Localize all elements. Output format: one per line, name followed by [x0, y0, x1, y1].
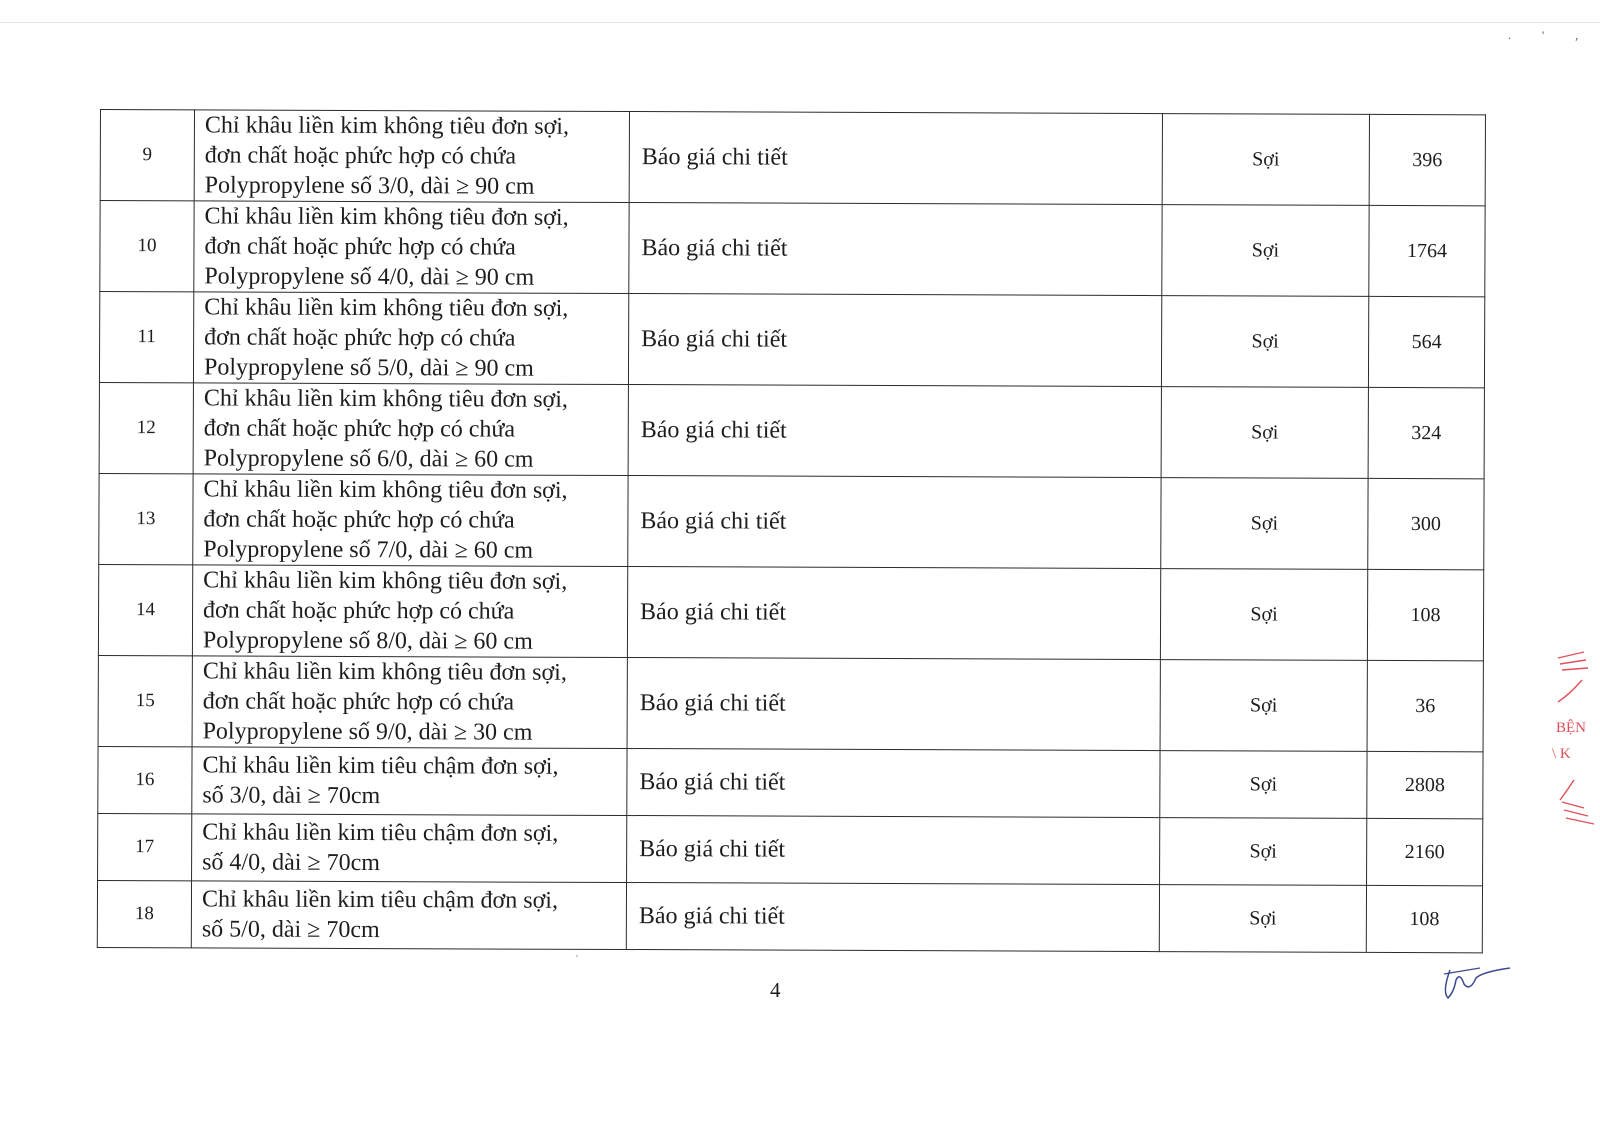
stamp-text: \ K	[1552, 746, 1571, 762]
quantity-cell: 108	[1366, 885, 1482, 952]
item-name-line: Chỉ khâu liền kim không tiêu đơn sợi,	[204, 203, 569, 231]
unit-cell: Sợi	[1160, 751, 1367, 819]
unit-cell: Sợi	[1161, 296, 1368, 388]
quantity-cell: 2808	[1367, 751, 1483, 818]
item-name-line: đơn chất hoặc phức hợp có chứa	[204, 233, 516, 261]
unit-cell: Sợi	[1160, 569, 1367, 661]
item-name-line: Chỉ khâu liền kim không tiêu đơn sợi,	[202, 658, 567, 686]
item-name	[193, 292, 628, 385]
item-name-line: Chỉ khâu liền kim không tiêu đơn sợi,	[203, 476, 568, 504]
row-number: 14	[98, 564, 192, 655]
scan-speck	[576, 955, 578, 957]
item-name-line: Chỉ khâu liền kim không tiêu đơn sợi,	[204, 294, 569, 322]
item-name-line: Chỉ khâu liền kim không tiêu đơn sợi,	[204, 112, 570, 140]
item-name-line: đơn chất hoặc phức hợp có chứa	[203, 506, 515, 534]
item-name-line: Polypropylene số 7/0, dài ≥ 60 cm	[203, 536, 534, 564]
item-name	[192, 656, 627, 749]
item-name-line: Chỉ khâu liền kim tiêu chậm đơn sợi,	[201, 886, 559, 914]
quantity-cell: 36	[1367, 660, 1483, 751]
quantity-cell: 108	[1367, 569, 1483, 660]
item-name-line: Polypropylene số 8/0, dài ≥ 60 cm	[202, 627, 533, 655]
row-number: 18	[97, 880, 191, 947]
item-name-line: đơn chất hoặc phức hợp có chứa	[204, 142, 517, 170]
item-name	[191, 881, 626, 950]
item-name	[194, 110, 629, 203]
item-name-line: đơn chất hoặc phức hợp có chứa	[204, 324, 516, 352]
quote-cell: Báo giá chi tiết	[627, 749, 1160, 818]
scan-marks: . ' ,	[1508, 28, 1593, 42]
item-name	[192, 814, 627, 883]
page-number: 4	[770, 978, 781, 1002]
quantity-cell: 564	[1368, 296, 1484, 387]
quote-cell: Báo giá chi tiết	[629, 112, 1162, 205]
item-name-line: số 4/0, dài ≥ 70cm	[202, 849, 380, 877]
item-name-line: Chỉ khâu liền kim không tiêu đơn sợi,	[203, 567, 568, 595]
row-number: 17	[98, 813, 192, 880]
row-number: 11	[99, 292, 193, 383]
quantity-cell: 300	[1368, 478, 1484, 569]
quote-cell: Báo giá chi tiết	[628, 476, 1161, 569]
table-row	[100, 201, 1485, 297]
unit-cell: Sợi	[1161, 478, 1368, 570]
item-name	[192, 747, 627, 816]
quote-cell: Báo giá chi tiết	[626, 883, 1159, 952]
table-row	[99, 292, 1484, 388]
item-name-line: Polypropylene số 5/0, dài ≥ 90 cm	[203, 354, 534, 382]
item-name-line: số 5/0, dài ≥ 70cm	[201, 916, 380, 944]
stamp-text: BỆN	[1556, 720, 1586, 736]
signature	[1440, 962, 1520, 1002]
table-row	[100, 110, 1485, 206]
item-name	[194, 201, 629, 294]
item-name-line: số 3/0, dài ≥ 70cm	[202, 782, 381, 810]
unit-cell: Sợi	[1162, 114, 1369, 206]
unit-cell: Sợi	[1160, 818, 1367, 886]
quantity-cell: 396	[1369, 114, 1485, 205]
item-name-line: Polypropylene số 3/0, dài ≥ 90 cm	[204, 172, 535, 200]
item-name-line: đơn chất hoặc phức hợp có chứa	[202, 688, 515, 716]
item-name	[193, 383, 628, 476]
row-number: 16	[98, 746, 192, 813]
item-name-line: Chỉ khâu liền kim không tiêu đơn sợi,	[203, 385, 568, 413]
item-name	[192, 565, 627, 658]
quantity-cell: 1764	[1369, 205, 1485, 296]
item-name-line: Chỉ khâu liền kim tiêu chậm đơn sợi,	[202, 819, 559, 847]
row-number: 10	[100, 201, 194, 292]
quantity-cell: 2160	[1367, 818, 1483, 885]
item-name-line: Polypropylene số 4/0, dài ≥ 90 cm	[204, 263, 535, 291]
item-name-line: đơn chất hoặc phức hợp có chứa	[203, 597, 515, 625]
row-number: 12	[99, 382, 193, 473]
table-row	[99, 382, 1484, 478]
scan-top-edge	[0, 22, 1600, 23]
red-stamp-fragment	[1554, 650, 1600, 830]
quote-cell: Báo giá chi tiết	[628, 385, 1161, 478]
unit-cell: Sợi	[1162, 205, 1369, 297]
table-row	[99, 473, 1484, 569]
table-row	[98, 746, 1483, 818]
quantity-cell: 324	[1368, 387, 1484, 478]
item-name-line: Polypropylene số 9/0, dài ≥ 30 cm	[202, 718, 533, 746]
row-number: 13	[99, 473, 193, 564]
unit-cell: Sợi	[1159, 885, 1366, 953]
item-name-line: Chỉ khâu liền kim tiêu chậm đơn sợi,	[202, 752, 559, 780]
quote-cell: Báo giá chi tiết	[627, 658, 1160, 751]
quote-cell: Báo giá chi tiết	[628, 294, 1161, 387]
unit-cell: Sợi	[1161, 387, 1368, 479]
table-row	[98, 813, 1483, 885]
row-number: 15	[98, 655, 192, 746]
quote-cell: Báo giá chi tiết	[627, 567, 1160, 660]
quote-cell: Báo giá chi tiết	[627, 816, 1160, 885]
items-table	[97, 109, 1486, 953]
item-name-line: đơn chất hoặc phức hợp có chứa	[203, 415, 516, 443]
item-name-line: Polypropylene số 6/0, dài ≥ 60 cm	[203, 445, 534, 473]
quote-cell: Báo giá chi tiết	[629, 203, 1162, 296]
item-name	[193, 474, 628, 567]
table-row	[98, 564, 1483, 660]
row-number: 9	[100, 110, 194, 201]
table-row	[98, 655, 1483, 751]
table-row	[97, 880, 1482, 952]
unit-cell: Sợi	[1160, 660, 1367, 752]
